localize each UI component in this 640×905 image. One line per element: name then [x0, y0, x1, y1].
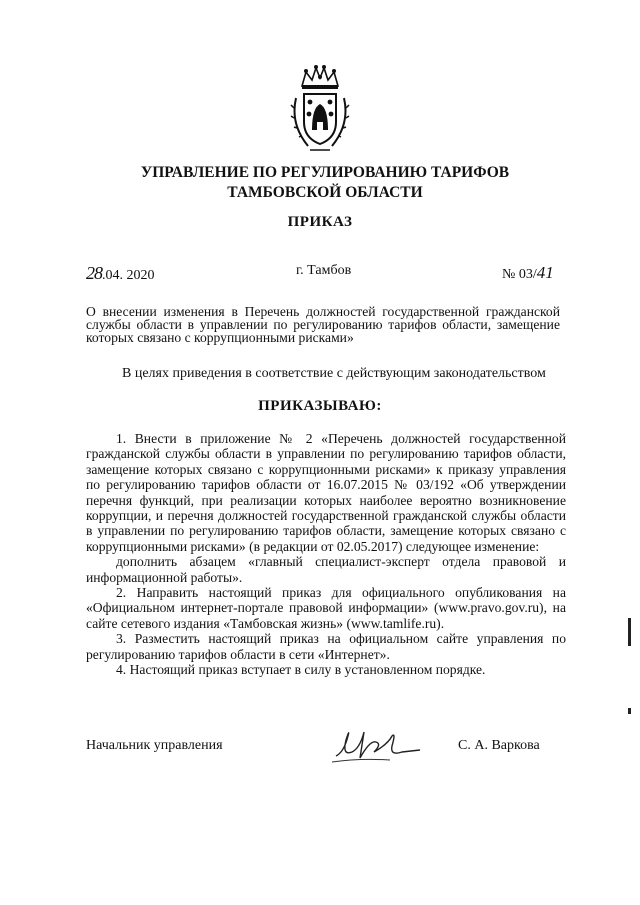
org-line-1: УПРАВЛЕНИЕ ПО РЕГУЛИРОВАНИЮ ТАРИФОВ	[140, 164, 510, 181]
org-line-2: ТАМБОВСКОЙ ОБЛАСТИ	[227, 184, 423, 201]
order-item-4: 4. Настоящий приказ вступает в силу в установленном порядке.	[116, 662, 486, 678]
number-prefix: № 03/	[502, 267, 537, 282]
handwritten-signature	[330, 722, 425, 766]
organization-name	[120, 163, 530, 203]
order-item-1-addition: дополнить абзацем «главный специалист-эксперт отдела правовой и информационной работы».	[86, 554, 566, 585]
signatory-title: Начальник управления	[86, 738, 223, 753]
order-body	[86, 431, 566, 678]
order-heading: ПРИКАЗЫВАЮ:	[258, 398, 382, 414]
number-handwritten: 41	[536, 263, 554, 282]
coat-of-arms-icon	[288, 64, 352, 154]
document-subject: О внесении изменения в Перечень должностей государственной гражданской службы области в управлении по регулированию тарифов области, замещение которых связано с коррупционными рисками»	[86, 304, 560, 345]
date-rest: .04. 2020	[102, 268, 155, 283]
document-city: г. Тамбов	[296, 263, 352, 278]
document-date	[86, 263, 155, 284]
order-item-3: 3. Разместить настоящий приказ на официальном сайте управления по регулированию тарифов области в сети «Интернет».	[86, 631, 566, 662]
date-day-handwritten: 28	[86, 263, 102, 283]
preamble: В целях приведения в соответствие с действующим законодательством	[122, 366, 546, 381]
document-number	[502, 263, 554, 283]
order-item-2: 2. Направить настоящий приказ для официального опубликования на «Официальном интернет-портале правовой информации» (www.pravo.gov.ru), на сайте сетевого издания «Тамбовская жизнь» (www.tamlife.ru).	[86, 585, 566, 631]
signatory-name: С. А. Варкова	[458, 738, 540, 753]
scan-edge-mark	[628, 708, 631, 714]
document-type: ПРИКАЗ	[287, 214, 353, 230]
scan-edge-mark	[628, 618, 631, 646]
order-item-1: 1. Внести в приложение № 2 «Перечень должностей государственной гражданской службы области в управлении по регулированию тарифов области, замещение которых связано с коррупционными рисками» к приказу управления по регулированию тарифов области от 16.07.2015 № 03/192 «Об утверждении перечня функций, при реализации которых наиболее вероятно возникновение коррупции, и перечня должностей государственной гражданской службы области в управлении по регулированию тарифов области, замещение которых связано с коррупционными рисками» (в редакции от 02.05.2017) следующее изменение:	[86, 431, 566, 554]
